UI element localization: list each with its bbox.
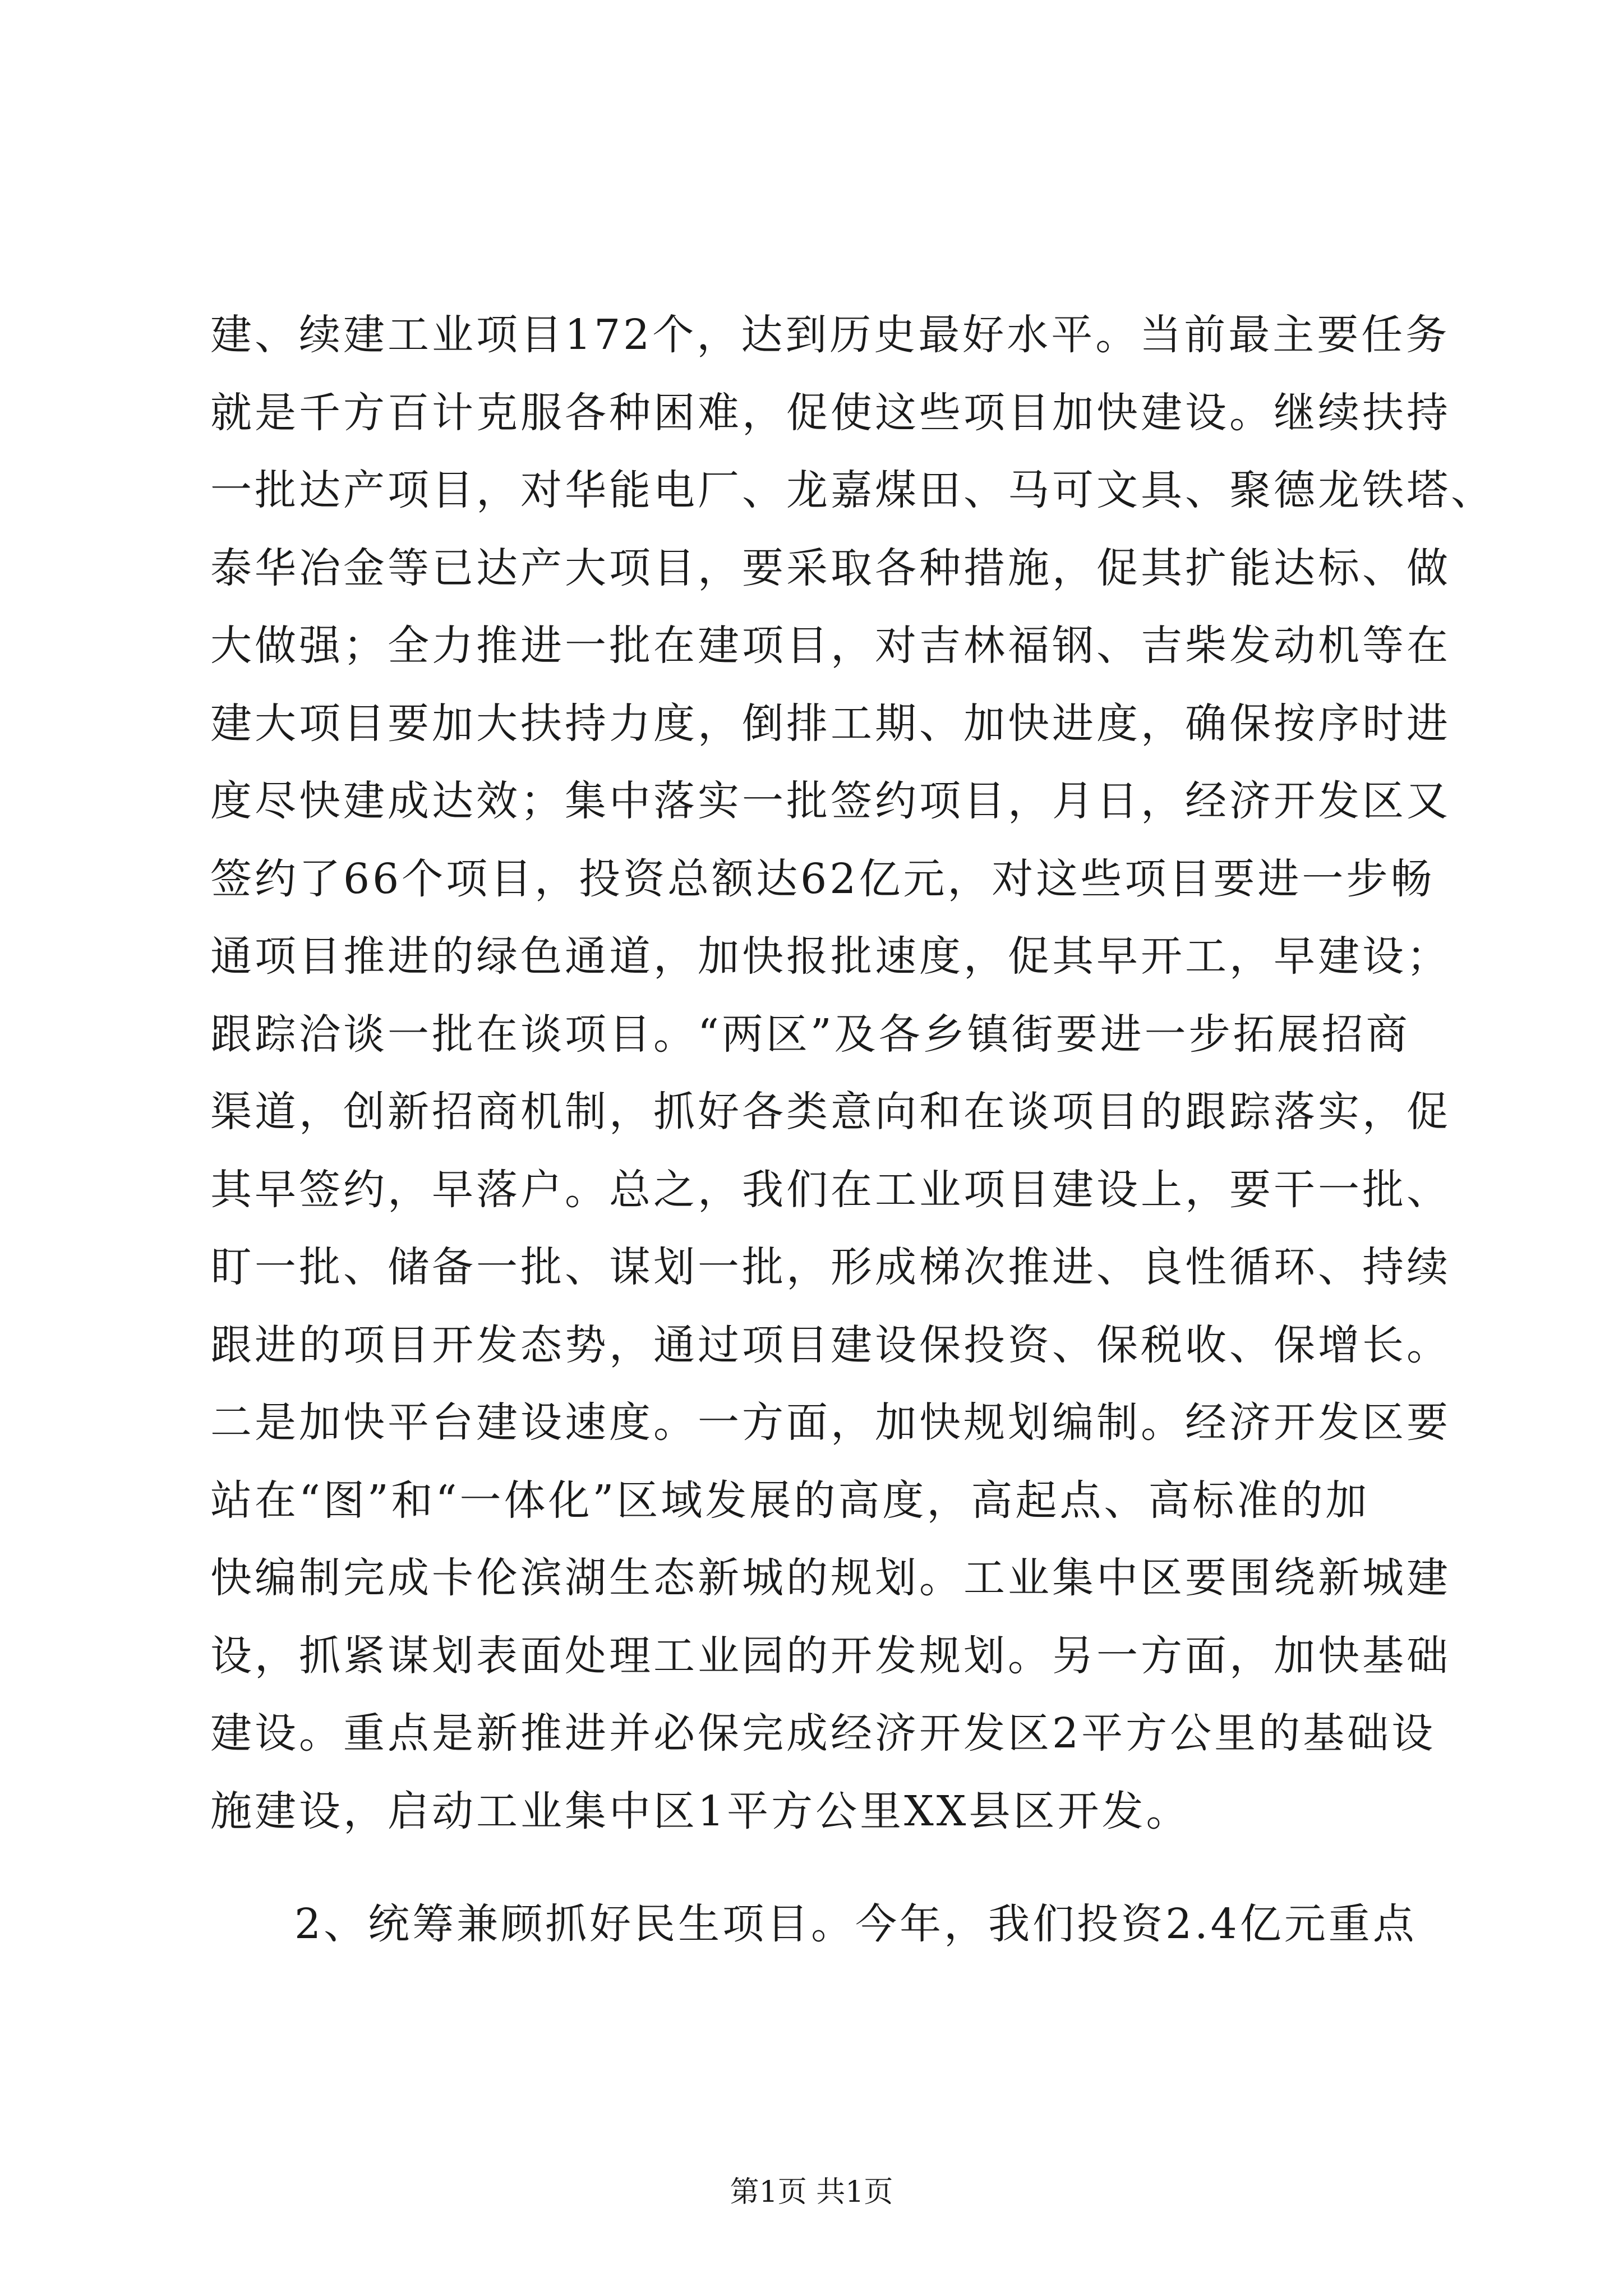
text-line: 渠道，创新招商机制，抓好各类意向和在谈项目的跟踪落实，促: [210, 1088, 1451, 1136]
text-line: 盯一批、储备一批、谋划一批，形成梯次推进、良性循环、持续: [210, 1243, 1451, 1291]
page-number-label: 第1页 共1页: [730, 2175, 893, 2209]
text-line: 建大项目要加大扶持力度，倒排工期、加快进度，确保按序时进: [210, 699, 1451, 748]
text-line: 建、续建工业项目172个，达到历史最好水平。当前最主要任务: [210, 311, 1450, 359]
text-line: 建设。重点是新推进并必保完成经济开发区2平方公里的基础设: [210, 1709, 1436, 1757]
text-line: 快编制完成卡伦滨湖生态新城的规划。工业集中区要围绕新城建: [210, 1554, 1451, 1602]
text-line: 其早签约，早落户。总之，我们在工业项目建设上，要干一批、: [210, 1165, 1451, 1214]
text-line: 站在“图”和“一体化”区域发展的高度，高起点、高标准的加: [210, 1476, 1370, 1525]
page-footer: [0, 2168, 1623, 2210]
text-line: 设，抓紧谋划表面处理工业园的开发规划。另一方面，加快基础: [210, 1631, 1451, 1680]
text-line: 大做强；全力推进一批在建项目，对吉林福钢、吉柴发动机等在: [210, 622, 1451, 670]
text-line: 就是千方百计克服各种困难，促使这些项目加快建设。继续扶持: [210, 388, 1451, 437]
text-line: 泰华冶金等已达产大项目，要采取各种措施，促其扩能达标、做: [210, 544, 1451, 592]
paragraph-2-first-line: 2、统筹兼顾抓好民生项目。今年，我们投资2.4亿元重点: [294, 1900, 1417, 1948]
text-line: 度尽快建成达效；集中落实一批签约项目，月日，经济开发区又: [210, 777, 1451, 825]
text-line: 施建设，启动工业集中区1平方公里XX县区开发。: [210, 1787, 1191, 1835]
text-line: 一批达产项目，对华能电厂、龙嘉煤田、马可文具、聚德龙铁塔、: [210, 466, 1495, 514]
text-line: 跟踪洽谈一批在谈项目。“两区”及各乡镇街要进一步拓展招商: [210, 1010, 1410, 1059]
text-line: 跟进的项目开发态势，通过项目建设保投资、保税收、保增长。: [210, 1320, 1451, 1369]
text-line: 签约了66个项目，投资总额达62亿元，对这些项目要进一步畅: [210, 854, 1435, 903]
body-text: [210, 296, 1495, 1963]
text-line: 二是加快平台建设速度。一方面，加快规划编制。经济开发区要: [210, 1398, 1451, 1447]
text-line: 通项目推进的绿色通道，加快报批速度，促其早开工，早建设；: [210, 932, 1451, 981]
